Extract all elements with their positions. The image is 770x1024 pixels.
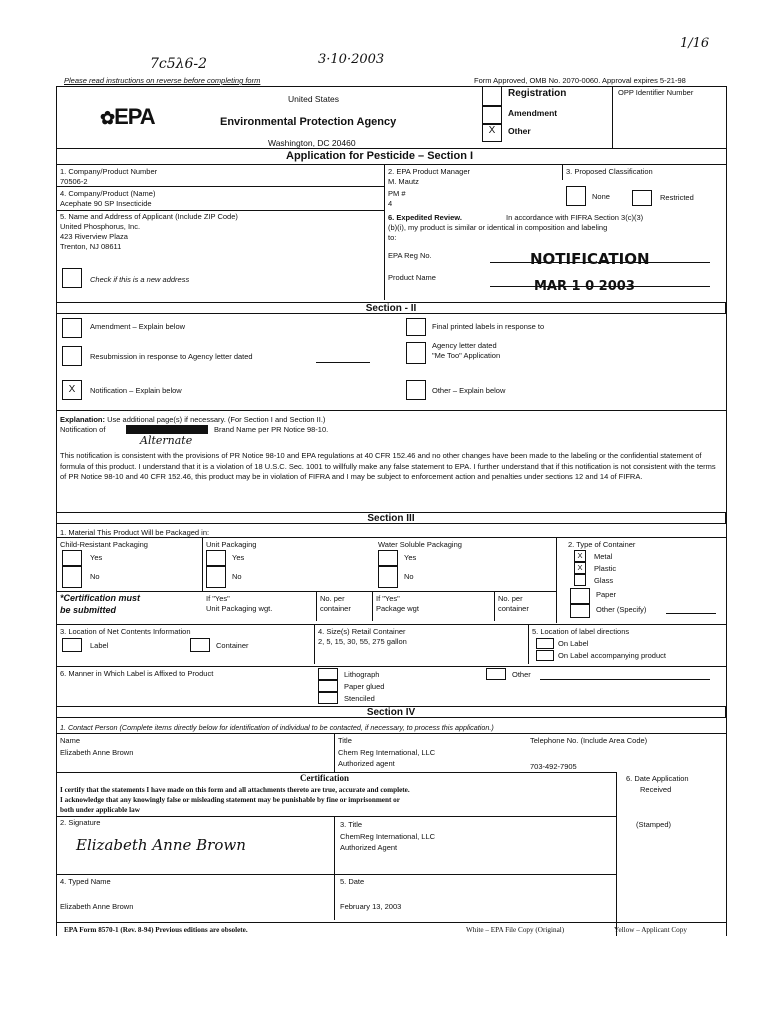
paper-glued-label: Paper glued — [344, 682, 385, 691]
contact-name: Elizabeth Anne Brown — [60, 748, 134, 757]
cert-must: *Certification must — [60, 593, 141, 603]
title3-line-2: Authorized Agent — [340, 843, 398, 852]
other-specify-checkbox[interactable] — [570, 604, 590, 618]
directions-label: 5. Location of label directions — [532, 627, 630, 636]
form-approved-note: Form Approved, OMB No. 2070-0060. Approval expires 5-21-98 — [474, 76, 686, 85]
glass-checkbox[interactable] — [574, 574, 586, 586]
other-label: Other — [508, 126, 531, 136]
manner-label: 6. Manner in Which Label is Affixed to Product — [60, 669, 214, 678]
product-manager: M. Mautz — [388, 177, 419, 186]
date-value: February 13, 2003 — [340, 902, 402, 911]
unit-packaging-label: Unit Packaging — [206, 540, 257, 549]
title3-line-1: ChemReg International, LLC — [340, 832, 436, 841]
notification-of: Notification of — [60, 425, 106, 434]
location-net-contents-label: 3. Location of Net Contents Information — [60, 627, 191, 636]
unit-if-yes: If "Yes" — [206, 594, 230, 603]
product-name: Acephate 90 SP Insecticide — [60, 199, 152, 208]
title-label: Title — [338, 736, 352, 745]
plastic-checkbox[interactable]: X — [574, 562, 586, 574]
location-container-checkbox[interactable] — [190, 638, 210, 652]
unit-yes-label: Yes — [232, 553, 245, 562]
white-copy-note: White – EPA File Copy (Original) — [466, 926, 565, 934]
company-number: 70506-2 — [60, 177, 88, 186]
agency-letter-label: Agency letter dated — [432, 341, 497, 350]
child-no-label: No — [90, 572, 100, 581]
me-too-checkbox[interactable] — [406, 342, 426, 364]
expedited-to: to: — [388, 233, 397, 242]
water-if-yes: If "Yes" — [376, 594, 400, 603]
child-resistant-label: Child-Resistant Packaging — [60, 540, 148, 549]
manner-other-label: Other — [512, 670, 531, 679]
epa-flower-icon: ✿ — [100, 108, 115, 128]
applicant-line-2: 423 Riverview Plaza — [60, 232, 128, 241]
expedited-text-2: (b)(i), my product is similar or identical in composition and labeling — [388, 223, 608, 232]
no-per-2: No. per — [498, 594, 523, 603]
unit-yes-checkbox[interactable] — [206, 550, 226, 566]
package-wgt: Package wgt — [376, 604, 419, 613]
water-no-checkbox[interactable] — [378, 566, 398, 588]
form-number: EPA Form 8570-1 (Rev. 8-94) Previous editions are obsolete. — [64, 926, 248, 934]
cert-text-3: both under applicable law — [60, 806, 140, 814]
location-container-label: Container — [216, 641, 249, 650]
product-name-2-label: Product Name — [388, 273, 436, 282]
signature: Elizabeth Anne Brown — [76, 836, 246, 854]
explanation-text: Use additional page(s) if necessary. (For Section I and Section II.) — [107, 415, 326, 424]
resubmission-label: Resubmission in response to Agency letter dated — [90, 352, 253, 361]
manner-other-checkbox[interactable] — [486, 668, 506, 680]
water-yes-checkbox[interactable] — [378, 550, 398, 566]
child-yes-label: Yes — [90, 553, 103, 562]
section2-title: Section - II — [56, 302, 726, 314]
date-application-label: 6. Date Application — [626, 774, 689, 783]
stenciled-label: Stenciled — [344, 694, 375, 703]
sizes-value: 2, 5, 15, 30, 55, 275 gallon — [318, 637, 407, 646]
brand-name-text: Brand Name per PR Notice 98-10. — [214, 425, 329, 434]
none-label: None — [592, 192, 610, 201]
contact-person-label: 1. Contact Person (Complete items directly below for identification of individual to be contacted, if necessary, to process this application.) — [60, 723, 494, 732]
cert-text-2: I acknowledge that any knowingly false or misleading statement may be punishable by fine or imprisonment or — [60, 796, 400, 804]
epa-logo: ✿EPA — [100, 104, 155, 129]
applicant-line-3: Trenton, NJ 08611 — [60, 242, 122, 251]
type-container-label: 2. Type of Container — [568, 540, 636, 549]
certification-heading: Certification — [300, 773, 349, 783]
unit-packaging-wgt: Unit Packaging wgt. — [206, 604, 273, 613]
on-label-accomp-label: On Label accompanying product — [558, 651, 666, 660]
new-address-checkbox[interactable] — [62, 268, 82, 288]
company-number-label: 1. Company/Product Number — [60, 167, 158, 176]
child-yes-checkbox[interactable] — [62, 550, 82, 566]
expedited-text-1: In accordance with FIFRA Section 3(c)(3) — [506, 213, 644, 222]
paper-label: Paper — [596, 590, 617, 599]
material-label: 1. Material This Product Will be Packaged in: — [60, 528, 210, 537]
page-number: 1/16 — [680, 36, 710, 51]
water-no-label: No — [404, 572, 414, 581]
typed-name: Elizabeth Anne Brown — [60, 902, 134, 911]
epa-reg-no-label: EPA Reg No. — [388, 251, 432, 260]
lithograph-checkbox[interactable] — [318, 668, 338, 680]
container-1: container — [320, 604, 351, 613]
container-2: container — [498, 604, 529, 613]
product-manager-label: 2. EPA Product Manager — [388, 167, 470, 176]
title-line-1: Chem Reg International, LLC — [338, 748, 436, 757]
metal-checkbox[interactable]: X — [574, 550, 586, 562]
stenciled-checkbox[interactable] — [318, 692, 338, 704]
phone-value: 703-492-7905 — [530, 762, 577, 771]
other-explain-label: Other – Explain below — [432, 386, 506, 395]
opp-identifier-label: OPP Identifier Number — [618, 88, 694, 97]
section3-title: Section III — [56, 512, 726, 524]
amendment-label: Amendment — [508, 108, 558, 118]
date-label: 5. Date — [340, 877, 365, 886]
unit-no-label: No — [232, 572, 242, 581]
location-label-label: Label — [90, 641, 109, 650]
title-line-2: Authorized agent — [338, 759, 395, 768]
restricted-label: Restricted — [660, 193, 694, 202]
yellow-copy-note: Yellow – Applicant Copy — [614, 926, 687, 934]
me-too-label: "Me Too" Application — [432, 351, 501, 360]
date-stamp: MAR 1 0 2003 — [534, 279, 635, 294]
final-labels-checkbox[interactable] — [406, 318, 426, 336]
final-labels-label: Final printed labels in response to — [432, 322, 545, 331]
on-label-label: On Label — [558, 639, 589, 648]
received-label: Received — [640, 785, 672, 794]
resubmission-checkbox[interactable] — [62, 346, 82, 366]
glass-label: Glass — [594, 576, 614, 585]
expedited-review-label: 6. Expedited Review. — [388, 213, 462, 222]
be-submitted: be submitted — [60, 605, 117, 615]
section1-title: Application for Pesticide – Section I — [286, 150, 474, 162]
notification-checkbox[interactable]: X — [62, 380, 82, 400]
water-yes-label: Yes — [404, 553, 417, 562]
other-specify-label: Other (Specify) — [596, 605, 647, 614]
paper-glued-checkbox[interactable] — [318, 680, 338, 692]
redaction-bar — [126, 425, 208, 434]
on-label-accomp-checkbox[interactable] — [536, 650, 554, 661]
other-explain-checkbox[interactable] — [406, 380, 426, 400]
handwritten-date: 3·10·2003 — [318, 52, 385, 67]
pm-number-label: PM # — [388, 189, 406, 198]
amendment-explain-label: Amendment – Explain below — [90, 322, 186, 331]
stamped-label: (Stamped) — [636, 820, 672, 829]
location-label-checkbox[interactable] — [62, 638, 82, 652]
signature-label: 2. Signature — [60, 818, 101, 827]
handwritten-alternate: Alternate — [140, 434, 193, 447]
notification-explain-label: Notification – Explain below — [90, 386, 182, 395]
united-states: United States — [288, 94, 340, 104]
explanation-label: Explanation: — [60, 415, 106, 424]
registration-checkbox[interactable] — [482, 86, 502, 106]
notification-stamp: NOTIFICATION — [530, 250, 650, 268]
restricted-checkbox[interactable] — [632, 190, 652, 206]
agency-name: Environmental Protection Agency — [220, 116, 397, 128]
handwritten-ref: 7c5λ6-2 — [150, 56, 208, 72]
title3-label: 3. Title — [340, 820, 363, 829]
none-checkbox[interactable] — [566, 186, 586, 206]
no-per-1: No. per — [320, 594, 345, 603]
sizes-label: 4. Size(s) Retail Container — [318, 627, 406, 636]
pm-number: 4 — [388, 199, 393, 208]
lithograph-label: Lithograph — [344, 670, 380, 679]
typed-name-label: 4. Typed Name — [60, 877, 111, 886]
paper-checkbox[interactable] — [570, 588, 590, 604]
unit-no-checkbox[interactable] — [206, 566, 226, 588]
amendment-checkbox[interactable] — [482, 106, 502, 124]
registration-label: Registration — [508, 88, 567, 99]
cert-text-1: I certify that the statements I have made on this form and all attachments thereto are true, accurate and complete. — [60, 786, 410, 794]
product-name-label: 4. Company/Product (Name) — [60, 189, 156, 198]
name-label: Name — [60, 736, 81, 745]
phone-label: Telephone No. (Include Area Code) — [530, 736, 648, 745]
explanation — [60, 415, 325, 424]
other-checkbox[interactable]: X — [482, 124, 502, 142]
section4-title: Section IV — [56, 706, 726, 718]
instructions-note: Please read instructions on reverse before completing form — [64, 76, 261, 85]
notification-paragraph: This notification is consistent with the provisions of PR Notice 98-10 and EPA regulations at 40 CFR 152.46 and no other changes have been made to the labeling or the confidential statement of formula of this product. I understand that it is a violation of 18 U.S.C. Sec. 1001 to willfully make any false statement to EPA. I further understand that if this notification is not consistent with the terms of PR Notice 98-10 and 40 CFR 152.46, this product may be in violation of FIFRA and I may be subject to enforcement action and penalties under sections 12 and 14 of FIFRA. — [60, 451, 716, 481]
new-address-label: Check if this is a new address — [90, 275, 190, 284]
child-no-checkbox[interactable] — [62, 566, 82, 588]
water-soluble-label: Water Soluble Packaging — [378, 540, 462, 549]
metal-label: Metal — [594, 552, 613, 561]
classification-label: 3. Proposed Classification — [566, 167, 653, 176]
applicant-line-1: United Phosphorus, Inc. — [60, 222, 141, 231]
on-label-checkbox[interactable] — [536, 638, 554, 649]
applicant-label: 5. Name and Address of Applicant (Include ZIP Code) — [60, 212, 238, 221]
amendment-explain-checkbox[interactable] — [62, 318, 82, 338]
agency-city: Washington, DC 20460 — [268, 138, 356, 148]
plastic-label: Plastic — [594, 564, 617, 573]
